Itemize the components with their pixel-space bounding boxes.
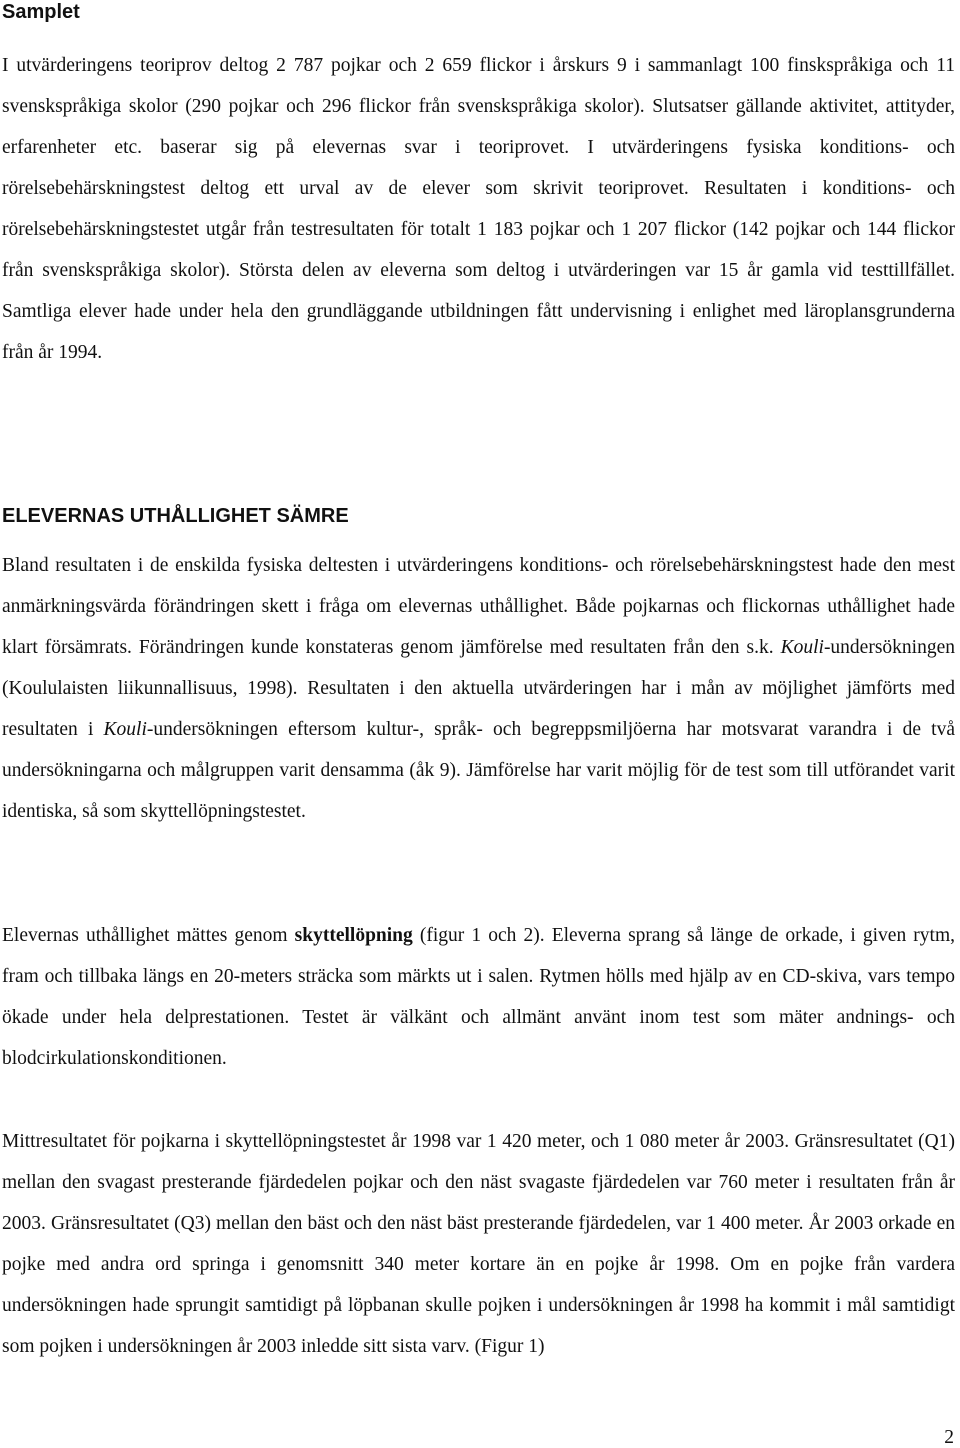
section-heading-samplet: Samplet (2, 1, 80, 23)
text-segment: -undersökningen eftersom kultur-, språk- och begreppsmiljöerna har motsvarat varandra i de två undersökningarna och målgruppen varit densamma (åk 9). Jämförelse har varit möjlig för de test som till utförandet varit identiska, så som skyttellöpningstestet. (2, 719, 956, 822)
text-segment: Elevernas uthållighet mättes genom (2, 925, 295, 946)
paragraph-uthallighet-intro (2, 545, 955, 832)
text-segment: (figur 1 och 2). Eleverna sprang så länge de orkade, i given rytm, fram och tillbaka längs en 20-meters sträcka som märkts ut i salen. Rytmen hölls med hjälp av en CD-skiva, vars tempo ökade under hela delprestationen. Testet är välkänt och allmänt använt inom test som mäter andnings- och blodcirkulationskonditionen. (2, 925, 956, 1069)
text-segment: -undersökningen (Koululaisten liikunnallisuus, 1998). Resultaten i den aktuella utvärderingen har i mån av möjlighet jämförts med resultaten i (2, 637, 955, 740)
text-segment: Bland resultaten i de enskilda fysiska deltesten i utvärderingens konditions- och rörelsebehärskningstest hade den mest anmärkningsvärda förändringen skett i fråga om elevernas uthållighet. Både pojkarnas och flickornas uthållighet hade klart försämrats. Förändringen kunde konstateras genom jämförelse med resultaten från den s.k. (2, 555, 955, 658)
page-number: 2 (944, 1427, 954, 1448)
paragraph-skyttellopning (2, 915, 955, 1079)
bold-term: skyttellöpning (294, 925, 413, 946)
italic-term: Kouli (103, 719, 147, 740)
italic-term: Kouli (780, 637, 824, 658)
paragraph-samplet: I utvärderingens teoriprov deltog 2 787 pojkar och 2 659 flickor i årskurs 9 i sammanlagt 100 finskspråkiga och 11 svenskspråkiga skolor (290 pojkar och 296 flickor från svenskspråkiga skolor). Slutsatser gällande aktivitet, attityder, erfarenheter etc. baserar sig på elevernas svar i teoriprovet. I utvärderingens fysiska konditions- och rörelsebehärskningstest deltog ett urval av de elever som skrivit teoriprovet. Resultaten i konditions- och rörelsebehärskningstestet utgår från testresultaten för totalt 1 183 pojkar och 1 207 flickor (142 pojkar och 144 flickor från svenskspråkiga skolor). Största delen av eleverna som deltog i utvärderingen var 15 år gamla vid testtillfället. Samtliga elever hade under hela den grundläggande utbildningen fått undervisning i enlighet med läroplansgrunderna från år 1994. (2, 55, 955, 363)
section-heading-uthallighet: ELEVERNAS UTHÅLLIGHET SÄMRE (2, 505, 349, 527)
paragraph-mittresultat: Mittresultatet för pojkarna i skyttellöpningstestet år 1998 var 1 420 meter, och 1 080 meter år 2003. Gränsresultatet (Q1) mellan den svagast presterande fjärdedelen pojkar och den näst svagaste fjärdedelen var 760 meter i resultaten från år 2003. Gränsresultatet (Q3) mellan den bäst och den näst bäst presterande fjärdedelen, var 1 400 meter. År 2003 orkade en pojke med andra ord springa i genomsnitt 340 meter kortare än en pojke år 1998. Om en pojke från vardera undersökningen hade sprungit samtidigt på löpbanan skulle pojken i undersökningen år 1998 ha kommit i mål samtidigt som pojken i undersökningen år 2003 inledde sitt sista varv. (Figur 1) (2, 1131, 955, 1357)
